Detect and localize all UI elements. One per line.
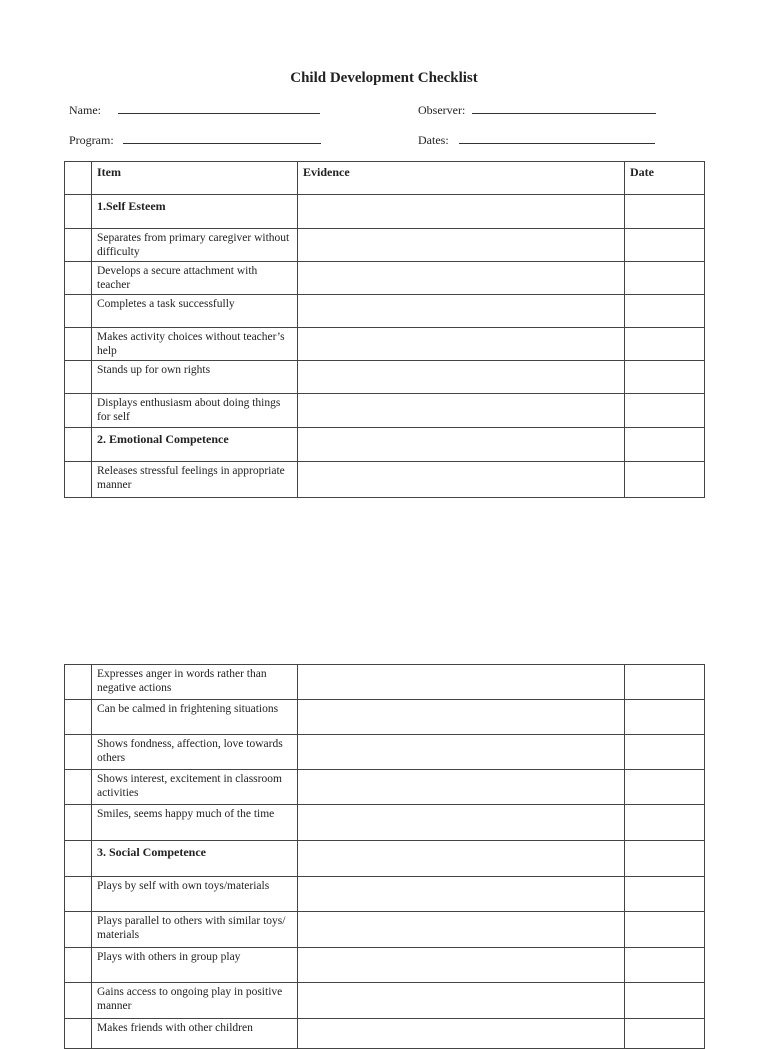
date-cell[interactable] <box>625 912 705 948</box>
evidence-cell[interactable] <box>298 770 625 805</box>
evidence-cell[interactable] <box>298 462 625 498</box>
evidence-cell[interactable] <box>298 805 625 841</box>
evidence-cell[interactable] <box>298 229 625 262</box>
row-number-cell <box>65 328 92 361</box>
evidence-cell[interactable] <box>298 983 625 1019</box>
row-number-cell <box>65 770 92 805</box>
table-row <box>65 912 705 948</box>
table-row <box>65 700 705 735</box>
item-text: Displays enthusiasm about doing things for self <box>92 394 298 428</box>
row-number-cell <box>65 700 92 735</box>
name-input-line[interactable] <box>118 102 320 114</box>
observer-input-line[interactable] <box>472 102 656 114</box>
table-row <box>65 770 705 805</box>
date-cell[interactable] <box>625 735 705 770</box>
table-row <box>65 361 705 394</box>
section-row <box>65 841 705 877</box>
item-text: Plays by self with own toys/materials <box>92 877 298 912</box>
table-row <box>65 948 705 983</box>
row-number-cell <box>65 361 92 394</box>
item-text: Releases stressful feelings in appropriate manner <box>92 462 298 498</box>
table-row <box>65 735 705 770</box>
date-cell[interactable] <box>625 948 705 983</box>
section-title: 1.Self Esteem <box>92 195 298 229</box>
date-cell[interactable] <box>625 361 705 394</box>
program-field <box>69 132 321 148</box>
evidence-cell[interactable] <box>298 841 625 877</box>
item-text: Separates from primary caregiver without difficulty <box>92 229 298 262</box>
item-text: Stands up for own rights <box>92 361 298 394</box>
date-cell[interactable] <box>625 1019 705 1049</box>
row-number-cell <box>65 195 92 229</box>
observer-field <box>418 102 656 118</box>
evidence-cell[interactable] <box>298 735 625 770</box>
date-cell[interactable] <box>625 328 705 361</box>
row-number-cell <box>65 805 92 841</box>
table-row <box>65 665 705 700</box>
date-cell[interactable] <box>625 295 705 328</box>
dates-field <box>418 132 655 148</box>
row-number-cell <box>65 912 92 948</box>
row-number-cell <box>65 462 92 498</box>
item-text: Completes a task successfully <box>92 295 298 328</box>
date-cell[interactable] <box>625 462 705 498</box>
evidence-cell[interactable] <box>298 328 625 361</box>
row-number-cell <box>65 295 92 328</box>
program-label: Program: <box>69 133 114 147</box>
table-row <box>65 295 705 328</box>
checklist-table-page-2 <box>64 664 705 1049</box>
section-title: 2. Emotional Competence <box>92 428 298 462</box>
header-item: Item <box>92 162 298 195</box>
dates-input-line[interactable] <box>459 132 655 144</box>
header-date: Date <box>625 162 705 195</box>
item-text: Can be calmed in frightening situations <box>92 700 298 735</box>
header-number-cell <box>65 162 92 195</box>
item-text: Expresses anger in words rather than negative actions <box>92 665 298 700</box>
date-cell[interactable] <box>625 229 705 262</box>
item-text: Plays with others in group play <box>92 948 298 983</box>
checklist-table-page-1 <box>64 161 705 498</box>
row-number-cell <box>65 948 92 983</box>
date-cell[interactable] <box>625 877 705 912</box>
date-cell[interactable] <box>625 770 705 805</box>
evidence-cell[interactable] <box>298 195 625 229</box>
date-cell[interactable] <box>625 983 705 1019</box>
row-number-cell <box>65 229 92 262</box>
evidence-cell[interactable] <box>298 295 625 328</box>
name-label: Name: <box>69 103 101 117</box>
table-row <box>65 877 705 912</box>
header-evidence: Evidence <box>298 162 625 195</box>
dates-label: Dates: <box>418 133 449 147</box>
item-text: Gains access to ongoing play in positive manner <box>92 983 298 1019</box>
item-text: Develops a secure attachment with teacher <box>92 262 298 295</box>
date-cell[interactable] <box>625 262 705 295</box>
row-number-cell <box>65 983 92 1019</box>
evidence-cell[interactable] <box>298 665 625 700</box>
item-text: Plays parallel to others with similar toys/ materials <box>92 912 298 948</box>
date-cell[interactable] <box>625 700 705 735</box>
section-title: 3. Social Competence <box>92 841 298 877</box>
program-input-line[interactable] <box>123 132 321 144</box>
date-cell[interactable] <box>625 805 705 841</box>
table-row <box>65 262 705 295</box>
evidence-cell[interactable] <box>298 394 625 428</box>
row-number-cell <box>65 428 92 462</box>
row-number-cell <box>65 841 92 877</box>
table-row <box>65 983 705 1019</box>
name-field <box>69 102 320 118</box>
evidence-cell[interactable] <box>298 262 625 295</box>
page-title: Child Development Checklist <box>290 70 478 86</box>
row-number-cell <box>65 665 92 700</box>
table-row <box>65 394 705 428</box>
row-number-cell <box>65 877 92 912</box>
row-number-cell <box>65 262 92 295</box>
section-row <box>65 195 705 229</box>
date-cell[interactable] <box>625 428 705 462</box>
evidence-cell[interactable] <box>298 948 625 983</box>
date-cell[interactable] <box>625 841 705 877</box>
observer-label: Observer: <box>418 103 466 117</box>
row-number-cell <box>65 1019 92 1049</box>
date-cell[interactable] <box>625 195 705 229</box>
table-row <box>65 462 705 498</box>
evidence-cell[interactable] <box>298 1019 625 1049</box>
evidence-cell[interactable] <box>298 877 625 912</box>
evidence-cell[interactable] <box>298 428 625 462</box>
item-text: Shows interest, excitement in classroom activities <box>92 770 298 805</box>
evidence-cell[interactable] <box>298 700 625 735</box>
item-text: Makes friends with other children <box>92 1019 298 1049</box>
table-row <box>65 328 705 361</box>
table-row <box>65 805 705 841</box>
row-number-cell <box>65 394 92 428</box>
table-row <box>65 229 705 262</box>
row-number-cell <box>65 735 92 770</box>
evidence-cell[interactable] <box>298 912 625 948</box>
evidence-cell[interactable] <box>298 361 625 394</box>
table-header-row <box>65 162 705 195</box>
item-text: Shows fondness, affection, love towards others <box>92 735 298 770</box>
table-row <box>65 1019 705 1049</box>
item-text: Makes activity choices without teacher’s help <box>92 328 298 361</box>
section-row <box>65 428 705 462</box>
date-cell[interactable] <box>625 394 705 428</box>
item-text: Smiles, seems happy much of the time <box>92 805 298 841</box>
date-cell[interactable] <box>625 665 705 700</box>
